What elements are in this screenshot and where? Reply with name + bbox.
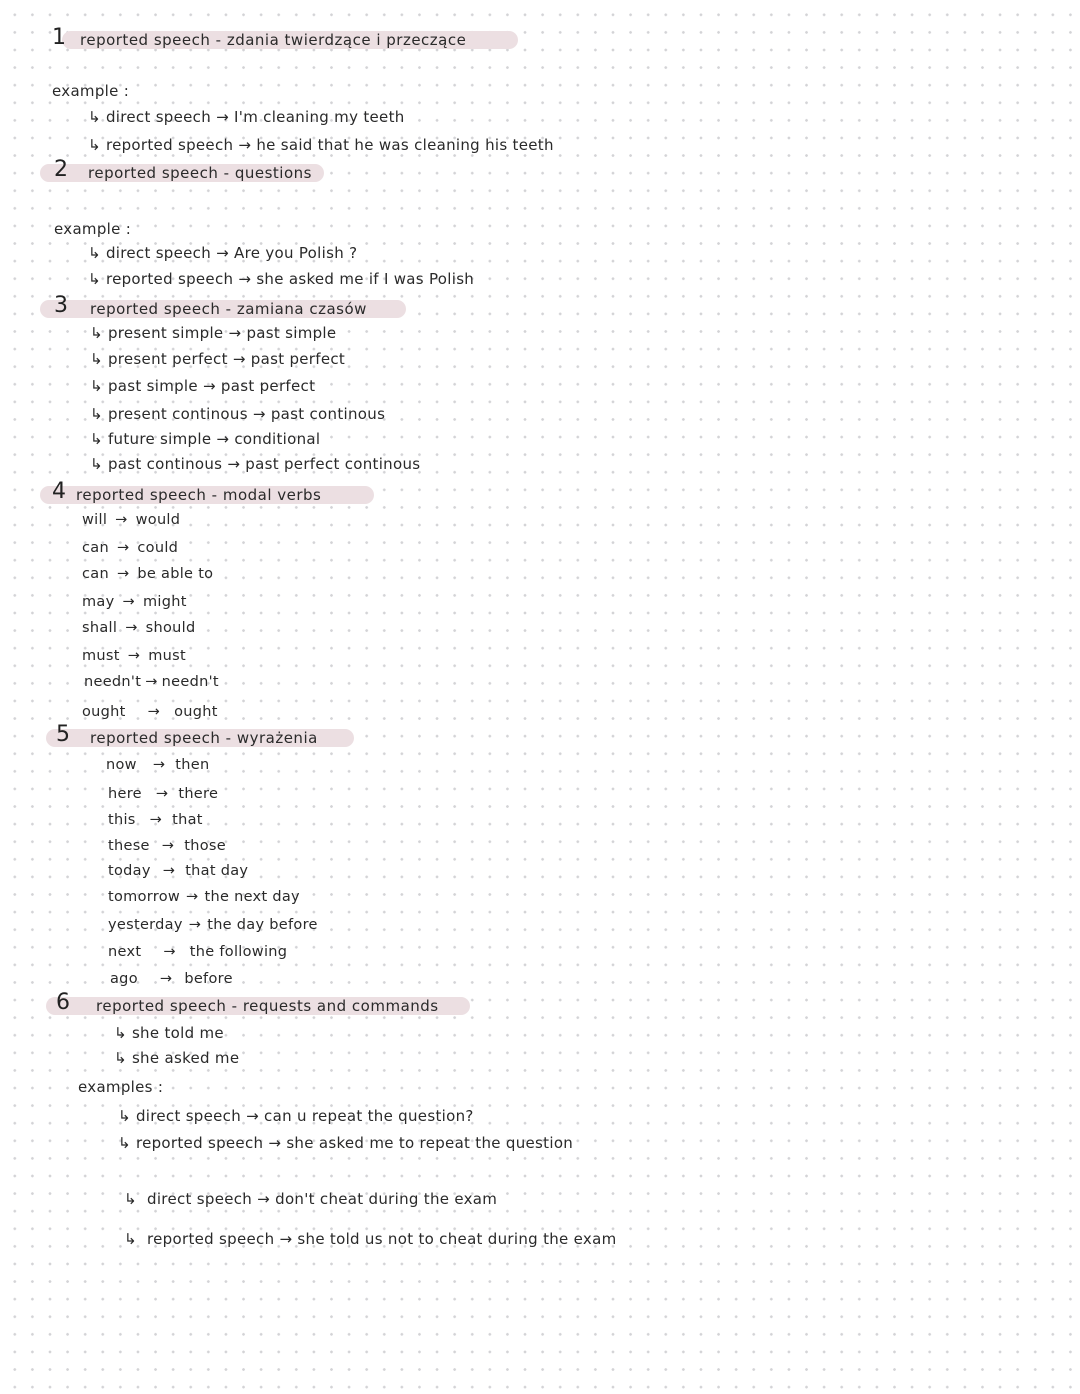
hook-arrow-icon: ↳ bbox=[114, 1049, 132, 1067]
expression-row: here → there bbox=[108, 786, 219, 802]
right-arrow-icon: → bbox=[188, 917, 202, 933]
hook-arrow-icon: ↳ bbox=[88, 108, 106, 126]
hook-arrow-icon: ↳ bbox=[124, 1190, 148, 1208]
section-2-number: 2 bbox=[54, 157, 68, 182]
section-6-line-2: ↳ she asked me bbox=[114, 1049, 240, 1067]
hook-arrow-icon: ↳ bbox=[118, 1134, 136, 1152]
right-arrow-icon: → bbox=[116, 540, 130, 556]
right-arrow-icon: → bbox=[116, 566, 130, 582]
section-3-line-2: ↳ present perfect → past perfect bbox=[90, 350, 346, 368]
section-4-number: 4 bbox=[52, 479, 66, 504]
right-arrow-icon: → bbox=[147, 704, 161, 720]
hook-arrow-icon: ↳ bbox=[118, 1107, 136, 1125]
expression-row: next → the following bbox=[108, 944, 288, 960]
right-arrow-icon: → bbox=[149, 812, 163, 828]
section-3-number: 3 bbox=[54, 293, 68, 318]
modal-row: must → must bbox=[82, 648, 186, 664]
section-6-example-label: examples : bbox=[78, 1078, 164, 1096]
right-arrow-icon: → bbox=[161, 838, 175, 854]
section-4-title: reported speech - modal verbs bbox=[76, 486, 322, 504]
section-6-line-1: ↳ she told me bbox=[114, 1024, 224, 1042]
section-3-line-5: ↳ future simple → conditional bbox=[90, 430, 321, 448]
section-3-line-3: ↳ past simple → past perfect bbox=[90, 377, 316, 395]
hook-arrow-icon: ↳ bbox=[88, 244, 106, 262]
hook-arrow-icon: ↳ bbox=[90, 430, 108, 448]
expression-row: yesterday → the day before bbox=[108, 917, 318, 933]
section-2-title: reported speech - questions bbox=[88, 164, 312, 182]
expression-row: these → those bbox=[108, 838, 226, 854]
right-arrow-icon: → bbox=[115, 512, 128, 528]
right-arrow-icon: → bbox=[186, 889, 199, 905]
section-3-title: reported speech - zamiana czasów bbox=[90, 300, 367, 318]
right-arrow-icon: → bbox=[162, 863, 176, 879]
expression-row: tomorrow → the next day bbox=[108, 889, 300, 905]
hook-arrow-icon: ↳ bbox=[90, 324, 108, 342]
section-6-title: reported speech - requests and commands bbox=[96, 997, 439, 1015]
modal-row: can → be able to bbox=[82, 566, 214, 582]
section-1-line-1: ↳ direct speech → I'm cleaning my teeth bbox=[88, 108, 405, 126]
section-3-line-1: ↳ present simple → past simple bbox=[90, 324, 337, 342]
section-5-number: 5 bbox=[56, 722, 70, 747]
hook-arrow-icon: ↳ bbox=[90, 377, 108, 395]
section-3-line-4: ↳ present continous → past continous bbox=[90, 405, 386, 423]
section-5-title: reported speech - wyrażenia bbox=[90, 729, 318, 747]
right-arrow-icon: → bbox=[155, 786, 169, 802]
section-6-example-2: ↳ reported speech → she asked me to repeat the question bbox=[118, 1134, 574, 1152]
expression-row: ago → before bbox=[110, 971, 233, 987]
right-arrow-icon: → bbox=[159, 971, 173, 987]
right-arrow-icon: → bbox=[152, 757, 166, 773]
hook-arrow-icon: ↳ bbox=[90, 455, 108, 473]
expression-row: now → then bbox=[106, 757, 210, 773]
section-2-line-2: ↳ reported speech → she asked me if I was Polish bbox=[88, 270, 475, 288]
right-arrow-icon: → bbox=[122, 594, 135, 610]
hook-arrow-icon: ↳ bbox=[88, 270, 106, 288]
section-1-number: 1 bbox=[52, 25, 66, 50]
section-1-title: reported speech - zdania twierdzące i przeczące bbox=[80, 31, 467, 49]
section-6-example-3: ↳ direct speech → don't cheat during the exam bbox=[124, 1190, 498, 1208]
modal-row: ought → ought bbox=[82, 704, 218, 720]
right-arrow-icon: → bbox=[163, 944, 176, 960]
modal-row: needn't → needn't bbox=[84, 674, 219, 690]
right-arrow-icon: → bbox=[145, 674, 158, 690]
modal-row: may → might bbox=[82, 594, 187, 610]
right-arrow-icon: → bbox=[127, 648, 141, 664]
expression-row: this → that bbox=[108, 812, 203, 828]
modal-row: will → would bbox=[82, 512, 181, 528]
section-1-example-label: example : bbox=[52, 82, 130, 100]
modal-row: shall → should bbox=[82, 620, 196, 636]
section-2-line-1: ↳ direct speech → Are you Polish ? bbox=[88, 244, 358, 262]
hook-arrow-icon: ↳ bbox=[90, 350, 108, 368]
section-6-example-4: ↳ reported speech → she told us not to cheat during the exam bbox=[124, 1230, 617, 1248]
section-1-line-2: ↳ reported speech → he said that he was cleaning his teeth bbox=[88, 136, 554, 154]
hook-arrow-icon: ↳ bbox=[114, 1024, 132, 1042]
hook-arrow-icon: ↳ bbox=[88, 136, 106, 154]
section-6-number: 6 bbox=[56, 990, 70, 1015]
modal-row: can → could bbox=[82, 540, 179, 556]
section-6-example-1: ↳ direct speech → can u repeat the question? bbox=[118, 1107, 474, 1125]
right-arrow-icon: → bbox=[125, 620, 138, 636]
section-3-line-6: ↳ past continous → past perfect continous bbox=[90, 455, 421, 473]
expression-row: today → that day bbox=[108, 863, 249, 879]
section-2-example-label: example : bbox=[54, 220, 132, 238]
hook-arrow-icon: ↳ bbox=[124, 1230, 148, 1248]
hook-arrow-icon: ↳ bbox=[90, 405, 108, 423]
